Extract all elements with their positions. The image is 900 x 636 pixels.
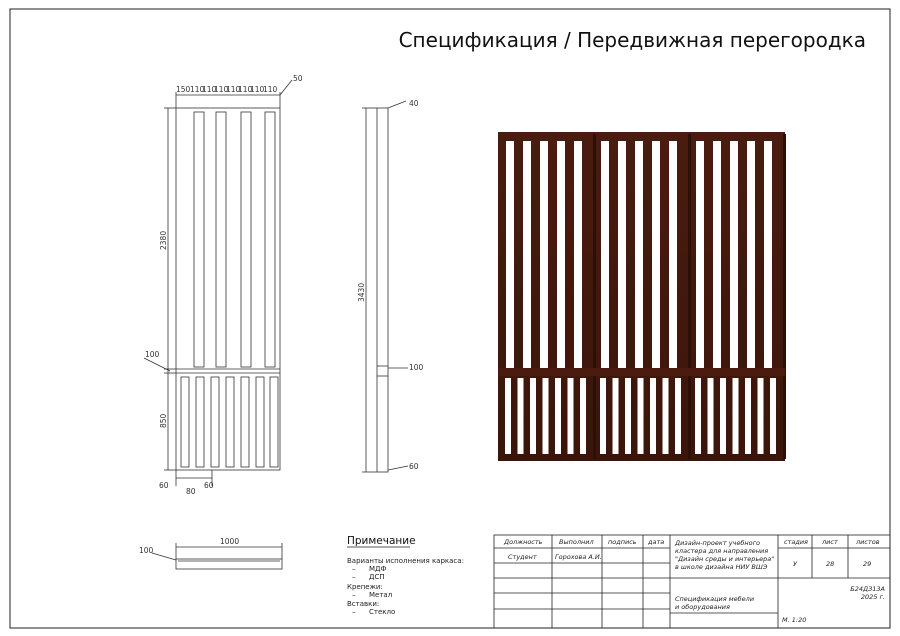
render-upper-opening: [652, 141, 660, 368]
render-lower-opening: [600, 378, 606, 454]
render-lower-opening: [708, 378, 714, 454]
notes-frame-dash-0: –: [352, 565, 356, 573]
side-outline: [377, 108, 388, 472]
upper-slot: [216, 112, 226, 367]
render-upper-opening: [669, 141, 677, 368]
tb-col-date: дата: [648, 538, 665, 546]
render-upper-opening: [540, 141, 548, 368]
render-lower-opening: [770, 378, 776, 454]
render-lower-opening: [663, 378, 669, 454]
plan-dim-width: 1000: [220, 537, 240, 546]
lower-slot: [211, 377, 219, 467]
render-lower-opening: [625, 378, 631, 454]
dim-top-1: 110: [190, 85, 205, 94]
dim-top-0: 150: [176, 85, 191, 94]
tb-project-0: Дизайн-проект учебного: [675, 539, 761, 547]
render-lower-opening: [733, 378, 739, 454]
side-dim-bottom: 60: [409, 462, 419, 471]
tb-group: Б24ДЗ13А: [850, 585, 885, 593]
render-lower-opening: [543, 378, 549, 454]
render-upper-opening: [747, 141, 755, 368]
tb-col-sheet: лист: [822, 538, 838, 546]
tb-project-3: в школе дизайна НИУ ВШЭ: [675, 563, 768, 571]
lower-slot: [196, 377, 204, 467]
render-upper-opening: [574, 141, 582, 368]
dim-top-2: 110: [202, 85, 217, 94]
tb-sheet: 28: [826, 560, 835, 568]
side-dim-top: 40: [409, 99, 419, 108]
lower-slot: [241, 377, 249, 467]
tb-col-performed: Выполнил: [559, 538, 594, 546]
dim-bottom-right: 60: [204, 481, 214, 490]
render-lower-opening: [505, 378, 511, 454]
dim-bottom-mid: 80: [186, 487, 196, 496]
render-lower-opening: [695, 378, 701, 454]
side-dim-mid: 100: [409, 363, 424, 372]
notes-inserts-item: Стекло: [369, 608, 396, 616]
front-lower-slots: [181, 377, 278, 467]
notes-frame-item-1: ДСП: [369, 573, 385, 581]
notes-block: [347, 535, 464, 616]
tb-col-sheets: листов: [856, 538, 880, 546]
notes-heading: Примечание: [347, 535, 416, 547]
tb-row-role: Студент: [508, 553, 537, 561]
render-lower-opening: [638, 378, 644, 454]
dim-height-lower: 850: [159, 413, 168, 428]
title-block-text: [503, 538, 885, 624]
dim-top-6: 110: [250, 85, 265, 94]
notes-frame-label: Варианты исполнения каркаса:: [347, 557, 464, 565]
tb-project-2: "Дизайн среды и интерьера": [675, 555, 775, 563]
render-upper-opening: [557, 141, 565, 368]
render-upper-opening: [506, 141, 514, 368]
upper-slot: [241, 112, 251, 367]
notes-frame-item-0: МДФ: [369, 565, 387, 573]
tb-sheets: 29: [863, 560, 872, 568]
notes-fasteners-label: Крепежи:: [347, 583, 383, 591]
render-lower-opening: [555, 378, 561, 454]
front-upper-slots: [194, 112, 275, 367]
side-view-drawing: [362, 101, 408, 472]
dim-height-mid: 100: [145, 350, 160, 359]
tb-scale: М. 1:20: [782, 616, 807, 624]
render-lower-opening: [758, 378, 764, 454]
notes-inserts-dash: –: [352, 608, 356, 616]
render-upper-opening: [635, 141, 643, 368]
render-lower-opening: [650, 378, 656, 454]
render-lower-opening: [675, 378, 681, 454]
render-upper-opening: [618, 141, 626, 368]
tb-project-1: кластера для направления: [675, 547, 769, 555]
render-upper-opening: [523, 141, 531, 368]
render-upper-opening: [601, 141, 609, 368]
plan-view-drawing: [152, 543, 282, 569]
render-panel-joint: [783, 134, 786, 459]
notes-fasteners-dash: –: [352, 591, 356, 599]
upper-slot: [194, 112, 204, 367]
tb-year: 2025 г.: [860, 593, 885, 601]
tb-col-signature: подпись: [608, 538, 637, 546]
render-upper-opening: [696, 141, 704, 368]
lower-slot: [181, 377, 189, 467]
render-lower-opening: [720, 378, 726, 454]
dim-top-7: 110: [263, 85, 278, 94]
side-dim-height: 3430: [357, 282, 366, 302]
notes-frame-dash-1: –: [352, 573, 356, 581]
lower-slot: [226, 377, 234, 467]
render-lower-opening: [613, 378, 619, 454]
dim-bottom-left: 60: [159, 481, 169, 490]
tb-row-name: Горохова А.И.: [555, 553, 602, 561]
dim-top-right: 50: [293, 74, 303, 83]
render-lower-opening: [745, 378, 751, 454]
dim-top-3: 110: [214, 85, 229, 94]
render-lower-opening: [580, 378, 586, 454]
plan-outline: [176, 559, 282, 569]
dim-top-4: 110: [226, 85, 241, 94]
render-lower-opening: [518, 378, 524, 454]
tb-sheet-name-1: и оборудования: [675, 603, 730, 611]
notes-inserts-label: Вставки:: [347, 600, 380, 608]
tb-sheet-name-0: Спецификация мебели: [675, 595, 755, 603]
render-panel-joint: [593, 134, 596, 459]
partition-render: [498, 132, 786, 461]
render-lower-opening: [568, 378, 574, 454]
render-upper-opening: [713, 141, 721, 368]
dim-height-upper: 2380: [159, 230, 168, 250]
render-upper-opening: [764, 141, 772, 368]
upper-slot: [265, 112, 275, 367]
render-upper-opening: [730, 141, 738, 368]
dim-top-5: 110: [238, 85, 253, 94]
tb-col-role: Должность: [504, 538, 543, 546]
lower-slot: [270, 377, 278, 467]
tb-col-stage: стадия: [784, 538, 808, 546]
plan-dim-left: 100: [139, 546, 154, 555]
render-lower-opening: [530, 378, 536, 454]
render-panel-joint: [688, 134, 691, 459]
notes-fasteners-item: Метал: [369, 591, 393, 599]
sheet-title: Спецификация / Передвижная перегородка: [398, 28, 866, 52]
dim-top-row: [176, 85, 278, 94]
lower-slot: [256, 377, 264, 467]
tb-stage: У: [793, 560, 797, 568]
render-mid-rail: [498, 368, 785, 376]
